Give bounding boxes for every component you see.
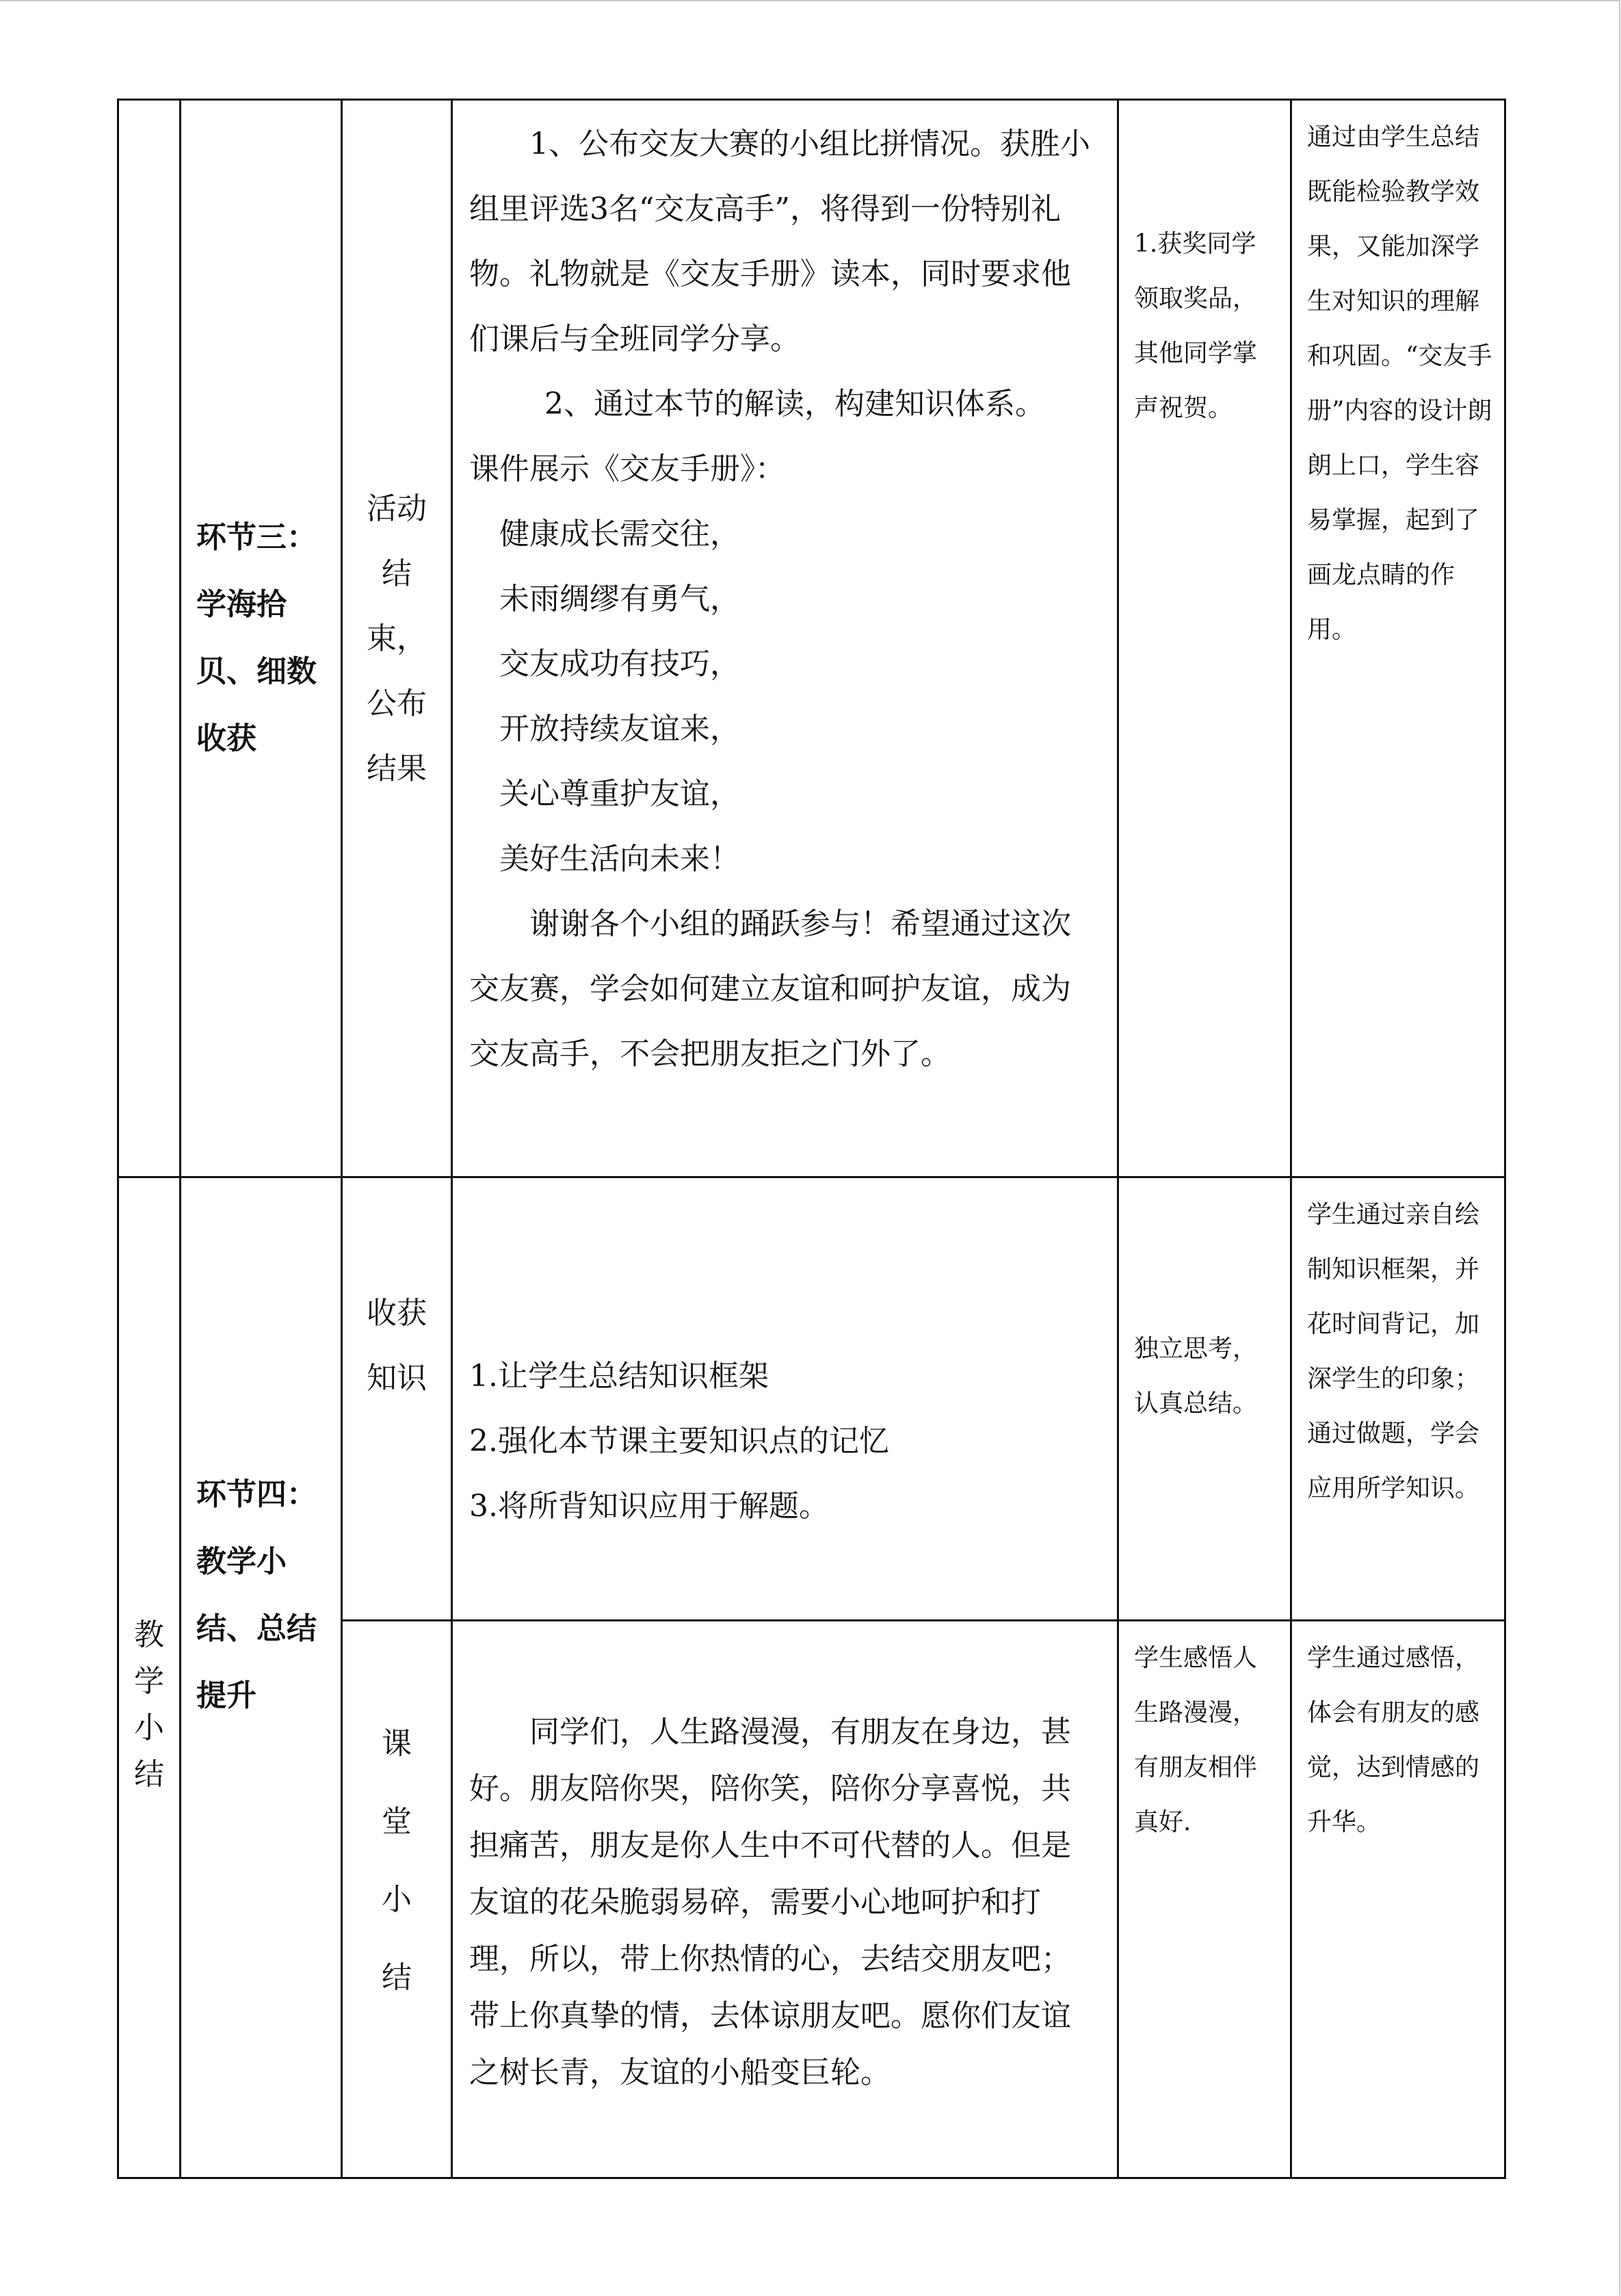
activity-label: 课堂小结 xyxy=(382,1726,412,1995)
activity-cell-summary xyxy=(342,1621,452,2178)
design-intent-cell xyxy=(1291,1621,1505,2178)
design-intent-text: 学生通过亲自绘制知识框架，并花时间背记，加深学生的印象；通过做题，学会应用所学知识。 xyxy=(1307,1201,1480,1502)
design-intent-cell xyxy=(1291,1177,1505,1621)
design-intent-text: 学生通过感悟，体会有朋友的感觉，达到情感的升华。 xyxy=(1307,1644,1480,1836)
segment-label: 环节四：教学小结、总结提升 xyxy=(196,1477,317,1713)
content-paragraph: 1、公布交友大赛的小组比拼情况。获胜小组里评选3名“交友高手”，将得到一份特别礼物。礼物就是《交友手册》读本，同时要求他们课后与全班同学分享。 xyxy=(469,127,1090,356)
segment-cell-3 xyxy=(181,100,342,1177)
content-paragraph: 课件展示《交友手册》： xyxy=(469,452,785,486)
stage-cell-empty xyxy=(118,100,181,1177)
segment-cell-4 xyxy=(181,1177,342,2178)
student-activity-cell xyxy=(1118,1621,1291,2178)
activity-cell-closing xyxy=(342,100,452,1177)
activity-label: 收获知识 xyxy=(367,1296,427,1396)
student-activity-text: 1.获奖同学领取奖品，其他同学掌声祝贺。 xyxy=(1134,230,1258,422)
activity-cell-knowledge xyxy=(342,1177,452,1621)
stage-cell-summary xyxy=(118,1177,181,2178)
verse-line: 关心尊重护友谊， xyxy=(499,777,740,811)
design-intent-cell xyxy=(1291,100,1505,1177)
knowledge-item: 2.强化本节课主要知识点的记忆 xyxy=(469,1424,889,1459)
table-row-knowledge xyxy=(118,1177,1505,1621)
activity-label: 活动结束，公布结果 xyxy=(367,491,427,786)
verse-line: 美好生活向未来！ xyxy=(499,842,740,876)
summary-paragraph: 同学们，人生路漫漫，有朋友在身边，甚好。朋友陪你哭，陪你笑，陪你分享喜悦，共担痛苦，朋友是你人生中不可代替的人。但是友谊的花朵脆弱易碎，需要小心地呵护和打理，所以，带上你热情的心，去结交朋友吧；带上你真挚的情，去体谅朋友吧。愿你们友谊之树长青，友谊的小船变巨轮。 xyxy=(469,1714,1071,2090)
verse-line: 健康成长需交往， xyxy=(499,517,740,551)
knowledge-item: 1.让学生总结知识框架 xyxy=(469,1359,769,1394)
content-paragraph: 谢谢各个小组的踊跃参与！希望通过这次交友赛，学会如何建立友谊和呵护友谊，成为交友高手，不会把朋友拒之门外了。 xyxy=(469,906,1071,1071)
student-activity-text: 学生感悟人生路漫漫，有朋友相伴真好. xyxy=(1134,1644,1258,1836)
student-activity-cell xyxy=(1118,100,1291,1177)
student-activity-text: 独立思考，认真总结。 xyxy=(1134,1335,1258,1418)
segment-label: 环节三：学海拾贝、细数收获 xyxy=(196,520,317,756)
student-activity-cell xyxy=(1118,1177,1291,1621)
knowledge-item: 3.将所背知识应用于解题。 xyxy=(469,1489,829,1524)
content-paragraph: 2、通过本节的解读，构建知识体系。 xyxy=(544,387,1045,421)
content-cell-summary xyxy=(452,1621,1118,2178)
table-row-closing xyxy=(118,100,1505,1177)
verse-line: 开放持续友谊来， xyxy=(499,712,740,746)
content-cell-knowledge xyxy=(452,1177,1118,1621)
stage-label: 教学小结 xyxy=(134,1617,164,1792)
lesson-plan-table xyxy=(117,99,1506,2179)
design-intent-text: 通过由学生总结既能检验教学效果，又能加深学生对知识的理解和巩固。“交友手册”内容的设计朗朗上口，学生容易掌握，起到了画龙点睛的作用。 xyxy=(1307,123,1492,644)
verse-line: 交友成功有技巧， xyxy=(499,647,740,681)
verse-line: 未雨绸缪有勇气， xyxy=(499,582,740,616)
content-cell-closing xyxy=(452,100,1118,1177)
